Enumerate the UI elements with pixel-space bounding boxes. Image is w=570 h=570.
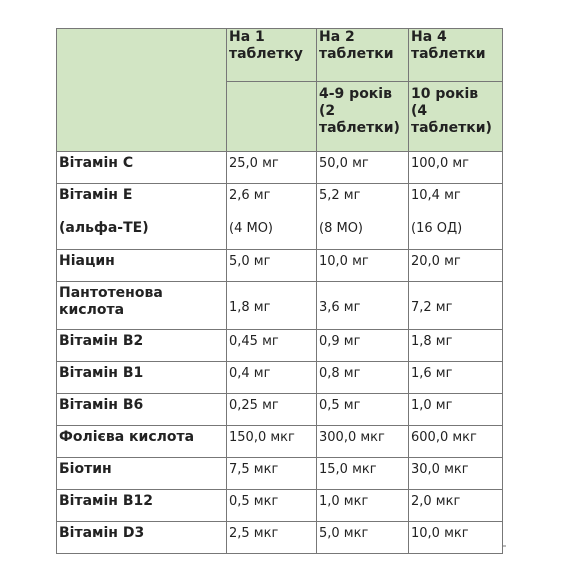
- dose-1-tablet: 7,5 мкг: [227, 458, 317, 490]
- dose-4-tablets: 100,0 мг: [409, 152, 503, 184]
- dose-2-tablets: 0,9 мг: [317, 330, 409, 362]
- dose-1-tablet: 0,45 мг: [227, 330, 317, 362]
- dose-2-tablets: 1,0 мкг: [317, 490, 409, 522]
- dose-4-tablets: 20,0 мг: [409, 250, 503, 282]
- dose-4-tablets: 600,0 мкг: [409, 426, 503, 458]
- dose-2-tablets: 3,6 мг: [317, 282, 409, 330]
- dose-2-tablets: 10,0 мг: [317, 250, 409, 282]
- table-row: [57, 152, 503, 184]
- dose-1-tablet: 5,0 мг: [227, 250, 317, 282]
- dose-4-tablets: 1,8 мг: [409, 330, 503, 362]
- dose-1-tablet: 0,4 мг: [227, 362, 317, 394]
- nutrient-name: Фолієва кислота: [57, 426, 227, 458]
- table-row: [57, 426, 503, 458]
- dose-2-tablets: 5,0 мкг: [317, 522, 409, 554]
- header-sub-10-years: 10 років (4 таблетки): [409, 82, 503, 152]
- dose-1-tablet: 25,0 мг: [227, 152, 317, 184]
- dose-1-tablet: 1,8 мг: [227, 282, 317, 330]
- header-sub-empty: [227, 82, 317, 152]
- table-row: [57, 282, 503, 330]
- dose-4-tablets: 30,0 мкг: [409, 458, 503, 490]
- dose-4-tablets: 2,0 мкг: [409, 490, 503, 522]
- nutrient-name: Ніацин: [57, 250, 227, 282]
- dose-4-tablets: 10,4 мг (16 ОД): [409, 184, 503, 250]
- nutrient-name: Пантотенова кислота: [57, 282, 227, 330]
- dose-1-tablet: 2,6 мг (4 МО): [227, 184, 317, 250]
- table-row: [57, 184, 503, 250]
- table-row: [57, 330, 503, 362]
- header-row: [57, 29, 503, 82]
- dose-4-tablets: 7,2 мг: [409, 282, 503, 330]
- table-row: [57, 250, 503, 282]
- dose-2-tablets: 15,0 мкг: [317, 458, 409, 490]
- vitamin-dosage-table: [56, 28, 503, 554]
- table-row: [57, 362, 503, 394]
- nutrient-name: Вітамін В1: [57, 362, 227, 394]
- dose-1-tablet: 0,25 мг: [227, 394, 317, 426]
- dose-1-tablet: 0,5 мкг: [227, 490, 317, 522]
- header-sub-4-9-years: 4-9 років (2 таблетки): [317, 82, 409, 152]
- nutrient-name: Вітамін D3: [57, 522, 227, 554]
- dose-1-tablet: 150,0 мкг: [227, 426, 317, 458]
- nutrient-name: Вітамін В6: [57, 394, 227, 426]
- header-per-1-tablet: На 1 таблетку: [227, 29, 317, 82]
- dose-4-tablets: 10,0 мкг: [409, 522, 503, 554]
- table-row: [57, 394, 503, 426]
- dose-2-tablets: 300,0 мкг: [317, 426, 409, 458]
- dose-4-tablets: 1,6 мг: [409, 362, 503, 394]
- dose-2-tablets: 0,8 мг: [317, 362, 409, 394]
- dose-2-tablets: 5,2 мг (8 МО): [317, 184, 409, 250]
- dose-1-tablet: 2,5 мкг: [227, 522, 317, 554]
- dose-2-tablets: 0,5 мг: [317, 394, 409, 426]
- table-row: [57, 522, 503, 554]
- table-row: [57, 458, 503, 490]
- header-per-4-tablets: На 4 таблетки: [409, 29, 503, 82]
- nutrient-name: Вітамін С: [57, 152, 227, 184]
- resize-corner-mark: [503, 545, 506, 547]
- header-corner-cell: [57, 29, 227, 152]
- nutrient-name: Вітамін В2: [57, 330, 227, 362]
- table-row: [57, 490, 503, 522]
- nutrient-name: Вітамін Е (альфа-ТЕ): [57, 184, 227, 250]
- dose-4-tablets: 1,0 мг: [409, 394, 503, 426]
- nutrient-name: Біотин: [57, 458, 227, 490]
- nutrient-name: Вітамін В12: [57, 490, 227, 522]
- header-per-2-tablets: На 2 таблетки: [317, 29, 409, 82]
- dose-2-tablets: 50,0 мг: [317, 152, 409, 184]
